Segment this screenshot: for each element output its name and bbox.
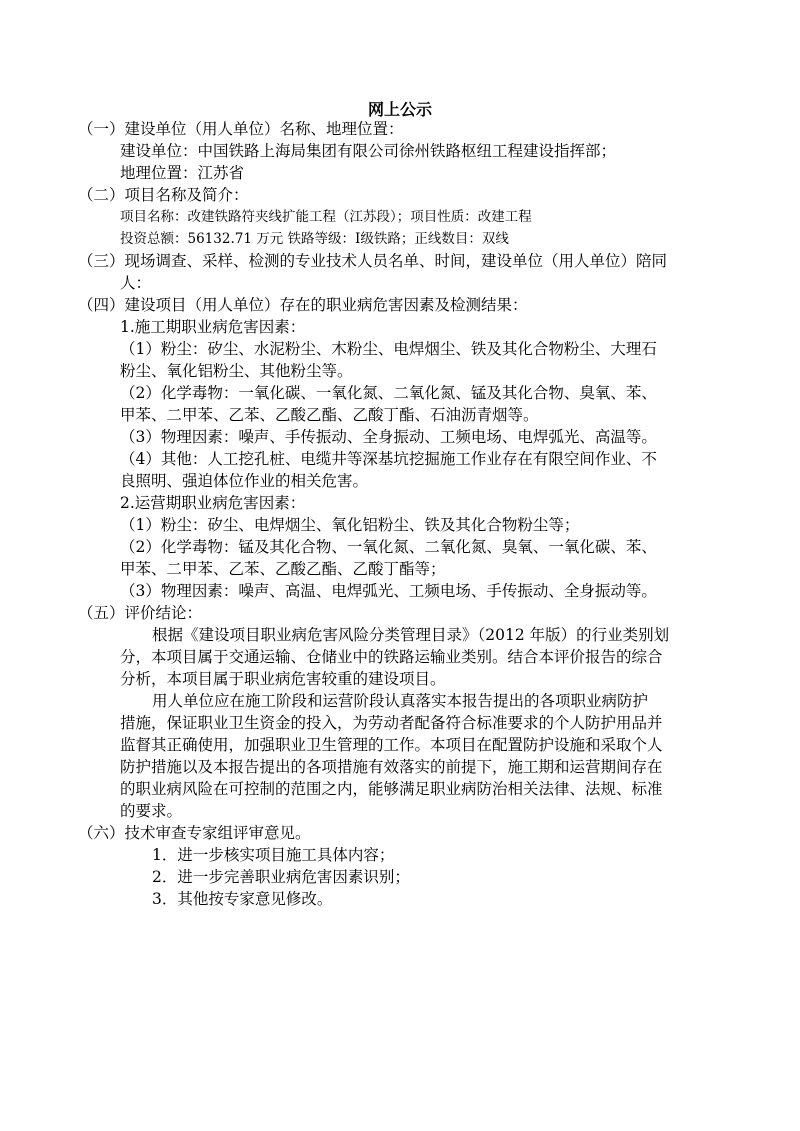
subheading: 1.施工期职业病危害因素：	[120, 318, 306, 336]
section-heading-4: （四）建设项目（用人单位）存在的职业病危害因素及检测结果：	[78, 296, 528, 314]
text-line: （3）物理因素：噪声、高温、电焊弧光、工频电场、手传振动、全身振动等。	[120, 582, 657, 600]
text-line: 项目名称：改建铁路符夹线扩能工程（江苏段）；项目性质：改建工程	[120, 209, 532, 225]
text-line: 地理位置：江苏省	[120, 164, 245, 182]
text-line: （1）粉尘：矽尘、水泥粉尘、木粉尘、电焊烟尘、铁及其化合物粉尘、大理石	[120, 340, 657, 358]
text-line: 分析，本项目属于职业病危害较重的建设项目。	[120, 670, 446, 688]
text-line: （1）粉尘：矽尘、电焊烟尘、氧化铝粉尘、铁及其化合物粉尘等；	[120, 516, 580, 534]
section-heading-6: （六）技术审查专家组评审意见。	[78, 824, 311, 842]
text-line: 分，本项目属于交通运输、仓储业中的铁路运输业类别。结合本评价报告的综合	[120, 648, 663, 666]
list-item: 1．进一步核实项目施工具体内容；	[152, 846, 395, 864]
section-heading-2: （二）项目名称及简介：	[78, 186, 249, 204]
text-line: 良照明、强迫体位作业的相关危害。	[120, 472, 369, 490]
text-line: 人：	[120, 274, 152, 292]
text-line: 建设单位：中国铁路上海局集团有限公司徐州铁路枢纽工程建设指挥部；	[120, 142, 617, 160]
text-line: （2）化学毒物：锰及其化合物、一氧化氮、二氧化氮、臭氧、一氧化碳、苯、	[120, 538, 657, 556]
section-heading-1: （一）建设单位（用人单位）名称、地理位置：	[78, 120, 404, 138]
text-line: 防护措施以及本报告提出的各项措施有效落实的前提下，施工期和运营期间存在	[120, 758, 663, 776]
text-line: 用人单位应在施工阶段和运营阶段认真落实本报告提出的各项职业病防护	[152, 692, 649, 710]
list-item: 2．进一步完善职业病危害因素识别；	[152, 868, 410, 886]
text-line: 粉尘、氧化铝粉尘、其他粉尘等。	[120, 362, 353, 380]
text-line: 根据《建设项目职业病危害风险分类管理目录》（2012 年版）的行业类别划	[152, 626, 670, 644]
text-line: （3）物理因素：噪声、手传振动、全身振动、工频电场、电焊弧光、高温等。	[120, 428, 657, 446]
section-heading-5: （五）评价结论：	[78, 604, 203, 622]
subheading: 2.运营期职业病危害因素：	[120, 494, 306, 512]
page-title: 网上公示	[367, 100, 432, 119]
text-line: 的要求。	[120, 802, 183, 820]
text-line: 甲苯、二甲苯、乙苯、乙酸乙酯、乙酸丁酯、石油沥青烟等。	[120, 406, 539, 424]
text-line: （4）其他：人工挖孔桩、电缆井等深基坑挖掘施工作业存在有限空间作业、不	[120, 450, 657, 468]
text-line: 的职业病风险在可控制的范围之内，能够满足职业病防治相关法律、法规、标准	[120, 780, 663, 798]
text-line: 甲苯、二甲苯、乙苯、乙酸乙酯、乙酸丁酯等；	[120, 560, 446, 578]
list-item: 3．其他按专家意见修改。	[152, 890, 333, 908]
text-line: 措施，保证职业卫生资金的投入，为劳动者配备符合标准要求的个人防护用品并	[120, 714, 663, 732]
text-line: （2）化学毒物：一氧化碳、一氧化氮、二氧化氮、锰及其化合物、臭氧、苯、	[120, 384, 657, 402]
section-heading-3: （三）现场调查、采样、检测的专业技术人员名单、时间，建设单位（用人单位）陪同	[78, 252, 668, 270]
text-line: 投资总额：56132.71 万元 铁路等级：Ⅰ级铁路；正线数目：双线	[120, 231, 509, 247]
text-line: 监督其正确使用，加强职业卫生管理的工作。本项目在配置防护设施和采取个人	[120, 736, 663, 754]
